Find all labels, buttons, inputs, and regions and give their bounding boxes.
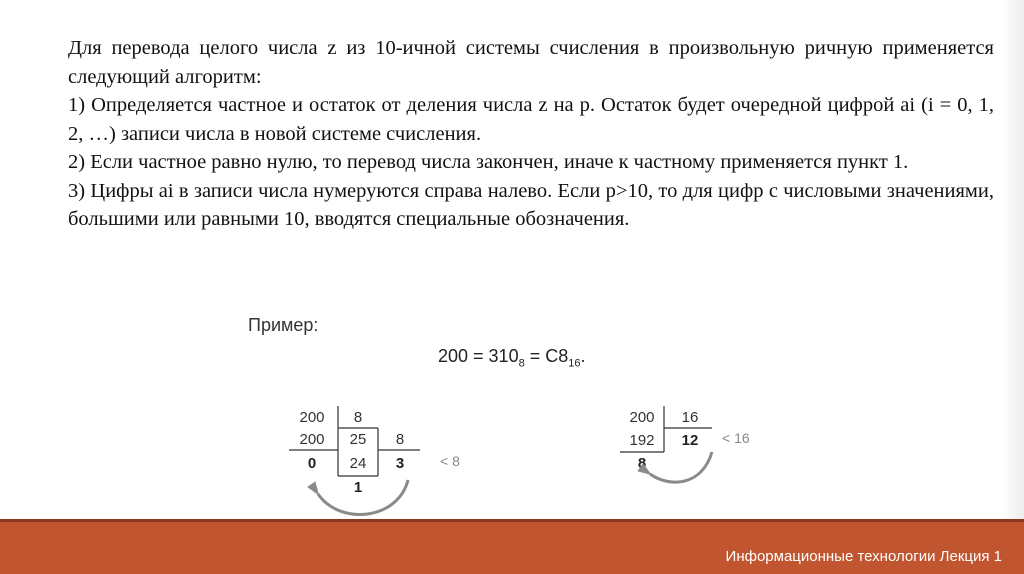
formula-lhs: 200 = 310: [438, 346, 519, 366]
division-base8-diagram: [289, 406, 460, 515]
product-200: 200: [299, 431, 325, 448]
paragraph-step-1-text: 1) Определяется частное и остаток от деления числа z на p. Остаток будет очередной цифрой ai (i = 0, 1, 2, …) записи числа в новой системе счисления.: [68, 94, 994, 145]
formula-mid: = C8: [524, 346, 569, 366]
quotient-1: 1: [353, 479, 363, 496]
division-base16-diagram: [620, 406, 750, 482]
formula-base-16: 16: [568, 357, 581, 370]
hint-less-than-16: < 16: [722, 430, 750, 446]
divisor-16: 16: [681, 409, 699, 426]
divisor-8: 8: [353, 409, 363, 426]
quotient-12: 12: [681, 432, 699, 449]
quotient-25: 25: [349, 431, 367, 448]
divisor-8-second: 8: [395, 431, 405, 448]
remainder-8: 8: [637, 455, 647, 472]
paragraph-step-2-text: 2) Если частное равно нулю, то перевод числа закончен, иначе к частному применяется пункт 1.: [68, 151, 909, 173]
dividend-200: 200: [299, 409, 325, 426]
hint-less-than-8: < 8: [440, 453, 460, 469]
paragraph-intro-text: Для перевода целого числа z из 10-ичной системы счисления в произвольную ричную применяется следующий алгоритм:: [68, 37, 994, 88]
example-label: Пример:: [248, 315, 319, 335]
dividend-200-b16: 200: [629, 409, 655, 426]
footer-title: Информационные технологии Лекция 1: [725, 548, 1002, 565]
product-24: 24: [349, 455, 367, 472]
formula-end: .: [580, 346, 586, 366]
remainder-3: 3: [395, 455, 405, 472]
paragraph-step-3-text: 3) Цифры ai в записи числа нумеруются справа налево. Если p>10, то для цифр с числовыми значениями, большими или равными 10, вводятся специальные обозначения.: [68, 179, 994, 230]
reading-direction-arrow-icon: [318, 480, 408, 515]
formula-base-8: 8: [518, 357, 525, 370]
product-192: 192: [629, 432, 655, 449]
remainder-0: 0: [307, 455, 317, 472]
reading-direction-arrow-b16-icon: [650, 452, 712, 482]
